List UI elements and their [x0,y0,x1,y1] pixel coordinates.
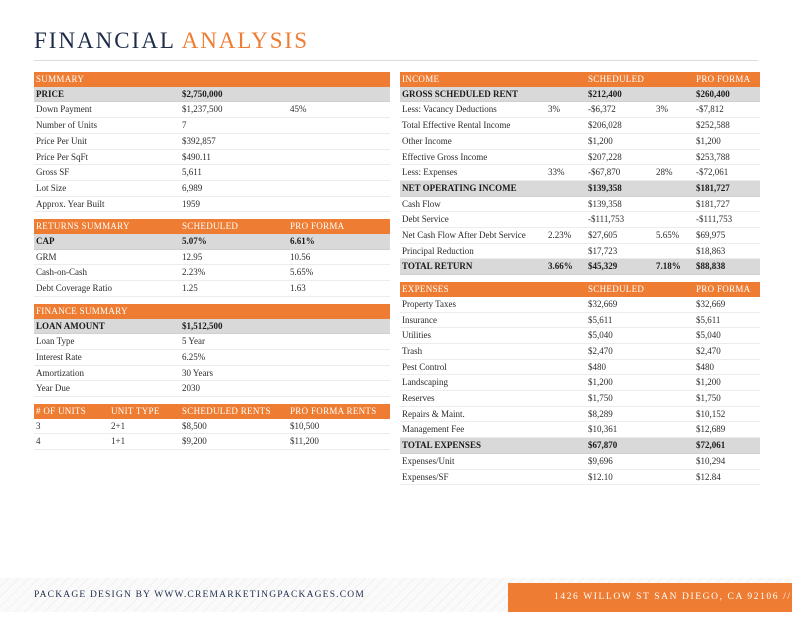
table-row [400,312,760,328]
row-proforma: $10,294 [694,453,760,469]
row-proforma: 5.65% [288,265,390,281]
row-extra [288,118,390,134]
scheduled-rent: $9,200 [180,434,288,450]
table-row [34,365,390,381]
row-label: Net Cash Flow After Debt Service [400,228,546,244]
row-value: 5,611 [180,165,288,181]
row-scheduled: $17,723 [586,243,654,259]
row-label: Landscaping [400,375,586,391]
row-label: Pest Control [400,359,586,375]
table-row [34,133,390,149]
price-row [34,87,390,102]
row-pct-scheduled [546,149,586,165]
row-proforma: 1.63 [288,281,390,297]
unit-count: 4 [34,434,109,450]
row-pct-scheduled [546,243,586,259]
row-label: Number of Units [34,118,180,134]
gross-scheduled-rent-row [400,87,760,102]
row-scheduled: $32,669 [586,297,694,312]
row-label: Trash [400,343,586,359]
total-expenses-row [400,438,760,454]
row-label: Interest Rate [34,349,180,365]
row-pct-scheduled [546,118,586,134]
row-proforma: $480 [694,359,760,375]
row-label: Total Effective Rental Income [400,118,546,134]
row-proforma: $181,727 [694,196,760,212]
row-pct-scheduled [546,212,586,228]
row-extra [288,165,390,181]
row-pct-scheduled: 33% [546,165,586,181]
row-scheduled: $5,040 [586,328,694,344]
noi-label: NET OPERATING INCOME [400,180,586,196]
expenses-table [400,282,760,485]
row-pct-scheduled: 2.23% [546,228,586,244]
table-row [34,281,390,297]
table-row [400,359,760,375]
row-pct-scheduled [546,133,586,149]
row-label: Debt Coverage Ratio [34,281,180,297]
row-label: Expenses/SF [400,469,586,485]
table-row [34,196,390,212]
finance-summary-table [34,304,390,397]
row-scheduled: $27,605 [586,228,654,244]
table-row [34,434,390,450]
left-column [34,72,390,457]
loan-amount-label: LOAN AMOUNT [34,319,180,334]
summary-table [34,72,390,212]
row-label: Less: Expenses [400,165,546,181]
row-label: Property Taxes [400,297,586,312]
row-scheduled: $2,470 [586,343,694,359]
title-divider [34,60,758,61]
expenses-header-row [400,282,760,297]
row-value: $490.11 [180,149,288,165]
row-pct-proforma [654,149,694,165]
total-return-pct-proforma: 7.18% [654,259,694,275]
row-extra [288,133,390,149]
row-proforma: $1,200 [694,133,760,149]
table-row [400,243,760,259]
proforma-rent: $11,200 [288,434,390,450]
unit-mix-table [34,404,390,450]
row-pct-proforma [654,243,694,259]
proforma-header: PRO FORMA [288,219,390,234]
table-row [400,469,760,485]
units-count-header: # OF UNITS [34,404,109,419]
row-proforma: $12.84 [694,469,760,485]
row-label: Principal Reduction [400,243,546,259]
row-scheduled: $8,289 [586,406,694,422]
table-row [400,453,760,469]
proforma-header: PRO FORMA [694,72,760,87]
unit-type: 1+1 [109,434,180,450]
summary-header-row [34,72,390,87]
table-row [400,422,760,438]
row-scheduled: $207,228 [586,149,654,165]
finance-header-row [34,304,390,319]
row-pct-proforma: 3% [654,102,694,118]
row-proforma: $69,975 [694,228,760,244]
row-label: Year Due [34,381,180,397]
table-row [400,102,760,118]
row-extra [288,180,390,196]
proforma-rent: $10,500 [288,419,390,434]
table-row [400,328,760,344]
cap-row [34,234,390,249]
row-pct-proforma: 5.65% [654,228,694,244]
unit-mix-header-row [34,404,390,419]
row-scheduled: $139,358 [586,196,654,212]
table-row [400,343,760,359]
row-proforma: $32,669 [694,297,760,312]
row-value: 6.25% [180,349,288,365]
row-label: Insurance [400,312,586,328]
row-label: Cash Flow [400,196,546,212]
scheduled-rents-header: SCHEDULED RENTS [180,404,288,419]
table-row [34,118,390,134]
row-label: Less: Vacancy Deductions [400,102,546,118]
income-header: INCOME [400,72,586,87]
row-label: Price Per Unit [34,133,180,149]
total-expenses-proforma: $72,061 [694,438,760,454]
row-label: Price Per SqFt [34,149,180,165]
row-label: Utilities [400,328,586,344]
row-label: Other Income [400,133,546,149]
unit-count: 3 [34,419,109,434]
footer-credit: PACKAGE DESIGN BY WWW.CREMARKETINGPACKAGES.COM [34,590,365,600]
row-proforma: $5,611 [694,312,760,328]
row-pct-proforma [654,212,694,228]
table-row [34,381,390,397]
row-label: Gross SF [34,165,180,181]
row-value: $1,237,500 [180,102,288,118]
row-value: 6,989 [180,180,288,196]
table-row [400,391,760,407]
returns-summary-table [34,219,390,297]
table-row [34,180,390,196]
scheduled-rent: $8,500 [180,419,288,434]
right-column [400,72,760,492]
row-proforma: $2,470 [694,343,760,359]
cap-proforma: 6.61% [288,234,390,249]
row-label: Repairs & Maint. [400,406,586,422]
table-row [400,149,760,165]
cap-label: CAP [34,234,180,249]
noi-scheduled: $139,358 [586,180,694,196]
row-value: 5 Year [180,334,288,350]
returns-header-row [34,219,390,234]
price-label: PRICE [34,87,180,102]
page-title [34,28,309,54]
row-scheduled: $12.10 [586,469,694,485]
row-scheduled: $1,200 [586,375,694,391]
table-row [34,249,390,265]
gsr-scheduled: $212,400 [586,87,694,102]
row-value: $392,857 [180,133,288,149]
row-proforma: $1,750 [694,391,760,407]
row-label: Down Payment [34,102,180,118]
gsr-label: GROSS SCHEDULED RENT [400,87,586,102]
table-row [34,265,390,281]
table-row [34,165,390,181]
noi-proforma: $181,727 [694,180,760,196]
row-proforma: $12,689 [694,422,760,438]
scheduled-header: SCHEDULED [586,282,694,297]
total-return-label: TOTAL RETURN [400,259,546,275]
table-row [400,406,760,422]
row-label: GRM [34,249,180,265]
unit-type-header: UNIT TYPE [109,404,180,419]
income-table [400,72,760,275]
expenses-header: EXPENSES [400,282,586,297]
row-proforma: $252,588 [694,118,760,134]
row-proforma: 10.56 [288,249,390,265]
proforma-rents-header: PRO FORMA RENTS [288,404,390,419]
row-pct-proforma: 28% [654,165,694,181]
row-value: 1959 [180,196,288,212]
row-scheduled: $10,361 [586,422,694,438]
row-label: Debt Service [400,212,546,228]
row-label: Management Fee [400,422,586,438]
footer-address-bar: 1426 WILLOW ST SAN DIEGO, CA 92106 // 11 [508,583,792,612]
row-scheduled: 12.95 [180,249,288,265]
row-pct-scheduled [546,196,586,212]
row-proforma: -$111,753 [694,212,760,228]
row-scheduled: $1,750 [586,391,694,407]
row-label: Amortization [34,365,180,381]
row-scheduled: -$111,753 [586,212,654,228]
table-row [400,297,760,312]
total-return-row [400,259,760,275]
scheduled-header: SCHEDULED [180,219,288,234]
row-scheduled: $480 [586,359,694,375]
row-proforma: $253,788 [694,149,760,165]
table-row [400,118,760,134]
table-row [400,133,760,149]
total-return-proforma: $88,838 [694,259,760,275]
row-extra [288,196,390,212]
scheduled-header: SCHEDULED [586,72,694,87]
row-proforma: $10,152 [694,406,760,422]
table-row [34,349,390,365]
row-proforma: $5,040 [694,328,760,344]
row-proforma: -$7,812 [694,102,760,118]
table-row [400,196,760,212]
price-value: $2,750,000 [180,87,288,102]
row-pct-proforma [654,196,694,212]
table-row [400,375,760,391]
row-pct-proforma [654,133,694,149]
row-pct-scheduled: 3% [546,102,586,118]
title-part-1: FINANCIAL [34,28,176,53]
row-label: Expenses/Unit [400,453,586,469]
row-scheduled: $206,028 [586,118,654,134]
gsr-proforma: $260,400 [694,87,760,102]
row-proforma: -$72,061 [694,165,760,181]
table-row [34,102,390,118]
loan-amount-value: $1,512,500 [180,319,288,334]
income-header-row [400,72,760,87]
table-row [34,334,390,350]
row-value: 30 Years [180,365,288,381]
total-return-pct-scheduled: 3.66% [546,259,586,275]
finance-header: FINANCE SUMMARY [34,304,390,319]
table-row [400,228,760,244]
row-scheduled: -$6,372 [586,102,654,118]
table-row [34,149,390,165]
row-scheduled: -$67,870 [586,165,654,181]
row-label: Reserves [400,391,586,407]
title-part-2: ANALYSIS [181,28,310,53]
row-scheduled: $1,200 [586,133,654,149]
summary-header: SUMMARY [34,72,390,87]
row-value: 2030 [180,381,288,397]
row-scheduled: $9,696 [586,453,694,469]
total-return-scheduled: $45,329 [586,259,654,275]
row-label: Cash-on-Cash [34,265,180,281]
row-label: Lot Size [34,180,180,196]
row-proforma: $1,200 [694,375,760,391]
total-expenses-scheduled: $67,870 [586,438,694,454]
net-operating-income-row [400,180,760,196]
row-label: Effective Gross Income [400,149,546,165]
row-label: Loan Type [34,334,180,350]
loan-amount-row [34,319,390,334]
returns-header: RETURNS SUMMARY [34,219,180,234]
proforma-header: PRO FORMA [694,282,760,297]
table-row [34,419,390,434]
table-row [400,165,760,181]
row-scheduled: $5,611 [586,312,694,328]
row-pct-proforma [654,118,694,134]
total-expenses-label: TOTAL EXPENSES [400,438,586,454]
row-scheduled: 2.23% [180,265,288,281]
row-value: 7 [180,118,288,134]
row-label: Approx. Year Built [34,196,180,212]
unit-type: 2+1 [109,419,180,434]
row-extra: 45% [288,102,390,118]
row-scheduled: 1.25 [180,281,288,297]
row-extra [288,149,390,165]
table-row [400,212,760,228]
row-proforma: $18,863 [694,243,760,259]
cap-scheduled: 5.07% [180,234,288,249]
